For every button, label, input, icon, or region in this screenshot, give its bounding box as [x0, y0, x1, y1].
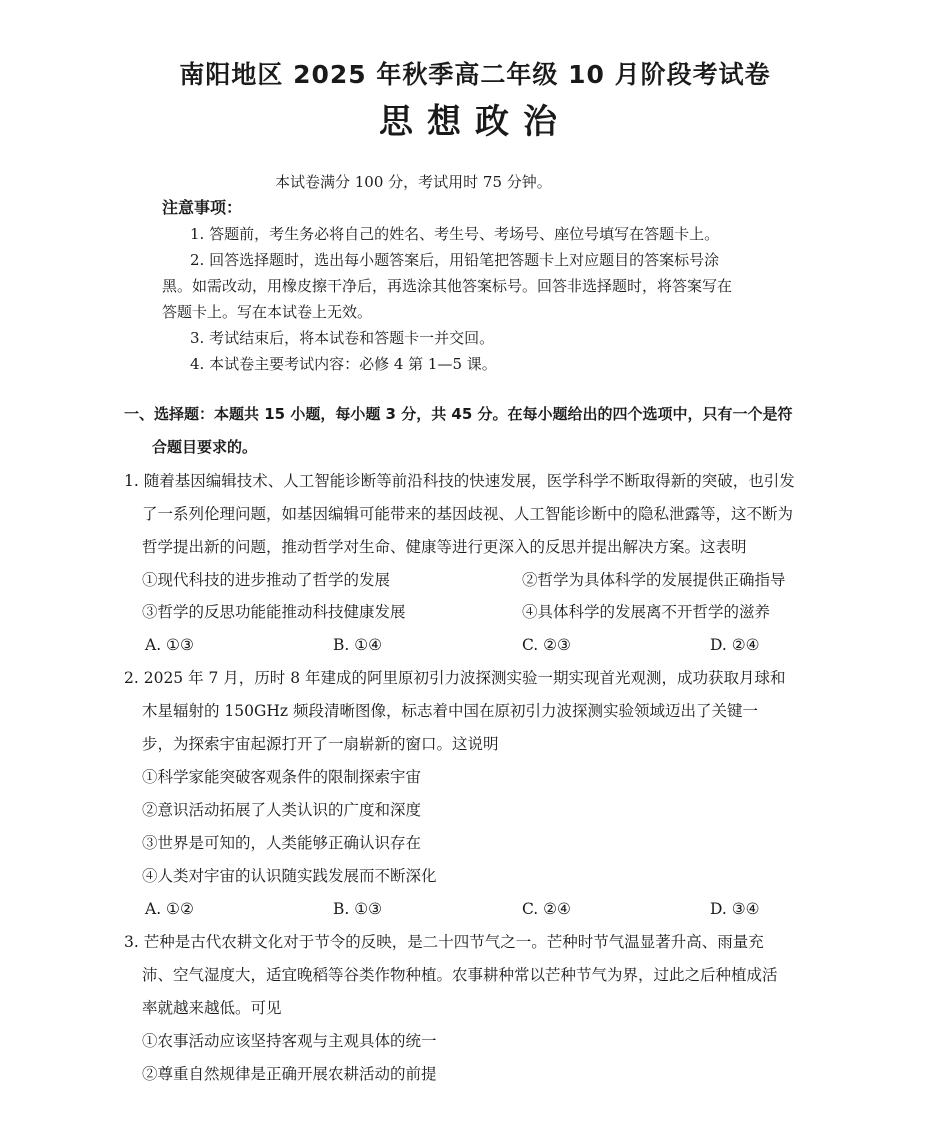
q1-statement-1: ①现代科技的进步推动了哲学的发展 — [142, 571, 391, 589]
q1-option-d: D. ②④ — [710, 636, 760, 654]
q3-stem-line-3: 率就越来越低。可见 — [142, 999, 282, 1017]
notice-item-1: 1. 答题前，考生务必将自己的姓名、考生号、考场号、座位号填写在答题卡上。 — [190, 225, 720, 243]
q2-statement-3: ③世界是可知的，人类能够正确认识存在 — [142, 834, 422, 852]
q2-stem-line-1: 2. 2025 年 7 月，历时 8 年建成的阿里原初引力波探测实验一期实现首光观测，成功获取月球和 — [124, 669, 786, 687]
q1-option-a: A. ①③ — [145, 636, 194, 654]
q2-option-c: C. ②④ — [522, 900, 571, 918]
notice-item-2-line-2: 黑。如需改动，用橡皮擦干净后，再选涂其他答案标号。回答非选择题时，将答案写在 — [162, 277, 733, 295]
q2-statement-1: ①科学家能突破客观条件的限制探索宇宙 — [142, 768, 422, 786]
q2-stem-line-3: 步，为探索宇宙起源打开了一扇崭新的窗口。这说明 — [142, 735, 499, 753]
q1-statement-4: ④具体科学的发展离不开哲学的滋养 — [522, 603, 771, 621]
notice-item-2-line-1: 2. 回答选择题时，选出每小题答案后，用铅笔把答题卡上对应题目的答案标号涂 — [190, 251, 720, 269]
notice-item-2-line-3: 答题卡上。写在本试卷上无效。 — [162, 303, 373, 321]
q1-statement-3: ③哲学的反思功能能推动科技健康发展 — [142, 603, 406, 621]
q3-statement-1: ①农事活动应该坚持客观与主观具体的统一 — [142, 1032, 437, 1050]
q1-option-b: B. ①④ — [333, 636, 383, 654]
q3-stem-line-1: 3. 芒种是古代农耕文化对于节令的反映，是二十四节气之一。芒种时节气温显著升高、雨量充 — [124, 933, 764, 951]
q1-option-c: C. ②③ — [522, 636, 571, 654]
subject-title: 思想政治 — [379, 102, 571, 142]
q2-option-d: D. ③④ — [710, 900, 760, 918]
exam-intro: 本试卷满分 100 分，考试用时 75 分钟。 — [275, 173, 552, 191]
notice-heading: 注意事项： — [162, 198, 243, 217]
q1-stem-line-1: 1. 随着基因编辑技术、人工智能诊断等前沿科技的快速发展，医学科学不断取得新的突破，也引发 — [124, 472, 795, 490]
notice-item-4: 4. 本试卷主要考试内容：必修 4 第 1—5 课。 — [190, 355, 497, 373]
q3-stem-line-2: 沛、空气湿度大，适宜晚稻等谷类作物种植。农事耕种常以芒种节气为界，过此之后种植成活 — [142, 966, 778, 984]
q2-stem-line-2: 木星辐射的 150GHz 频段清晰图像，标志着中国在原初引力波探测实验领域迈出了关键一 — [142, 702, 759, 720]
q2-option-b: B. ①③ — [333, 900, 383, 918]
q1-statement-2: ②哲学为具体科学的发展提供正确指导 — [522, 571, 786, 589]
section-heading-line-1: 一、选择题：本题共 15 小题，每小题 3 分，共 45 分。在每小题给出的四个选项中，只有一个是符 — [124, 405, 793, 423]
q1-stem-line-3: 哲学提出新的问题，推动哲学对生命、健康等进行更深入的反思并提出解决方案。这表明 — [142, 538, 747, 556]
section-heading-line-2: 合题目要求的。 — [152, 438, 258, 456]
q2-statement-4: ④人类对宇宙的认识随实践发展而不断深化 — [142, 867, 437, 885]
q2-statement-2: ②意识活动拓展了人类认识的广度和深度 — [142, 801, 422, 819]
exam-title: 南阳地区 2025 年秋季高二年级 10 月阶段考试卷 — [179, 60, 771, 89]
q2-option-a: A. ①② — [145, 900, 194, 918]
q1-stem-line-2: 了一系列伦理问题，如基因编辑可能带来的基因歧视、人工智能诊断中的隐私泄露等，这不断为 — [142, 505, 794, 523]
notice-item-3: 3. 考试结束后，将本试卷和答题卡一并交回。 — [190, 329, 495, 347]
q3-statement-2: ②尊重自然规律是正确开展农耕活动的前提 — [142, 1065, 437, 1083]
